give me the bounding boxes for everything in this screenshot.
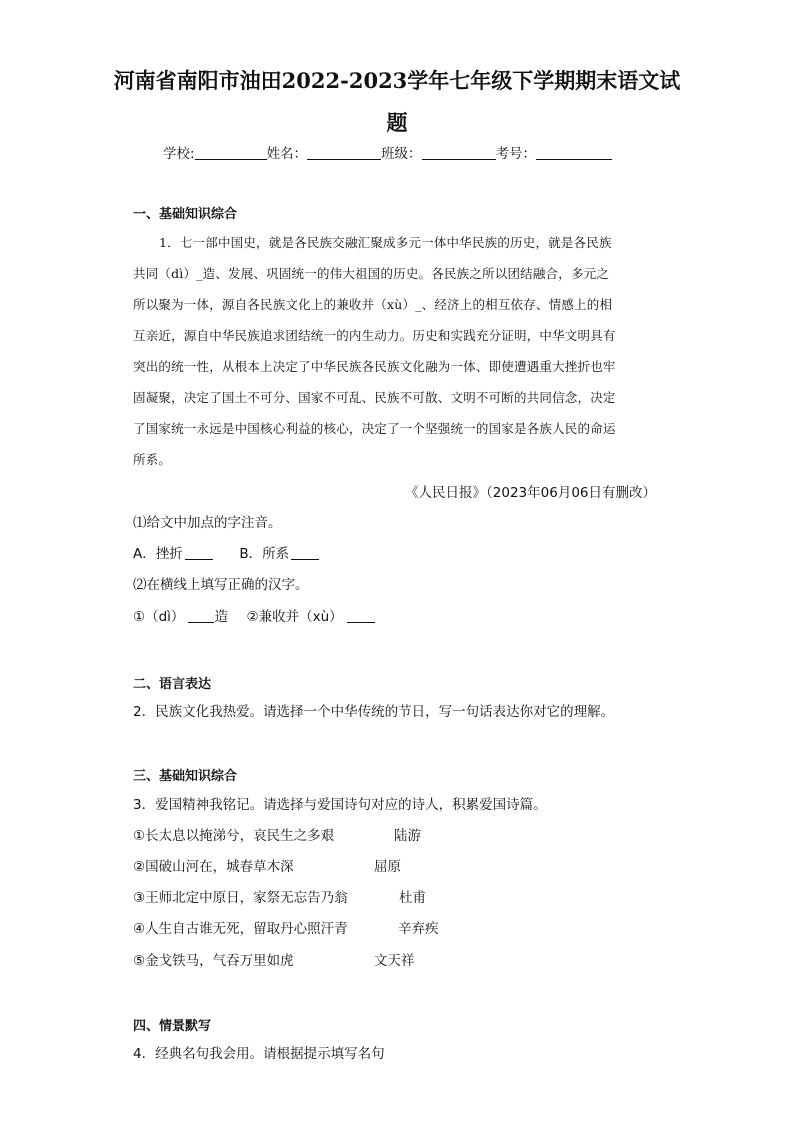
option-b-label: B．所系 [239, 546, 290, 562]
name-label: 姓名： [266, 146, 308, 162]
section1-heading: 一、基础知识综合 [133, 207, 238, 222]
question-4: 4．经典名句我会用。请根据提示填写名句 [133, 1046, 385, 1062]
name-blank[interactable] [307, 145, 381, 160]
passage-line: 了国家统一永远是中国核心利益的核心，决定了一个坚强统一的国家是各族人民的命运 [133, 421, 616, 436]
passage-line: 互亲近，源自中华民族追求团结统一的内生动力。历史和实践充分证明，中华文明具有 [133, 328, 616, 343]
question-1-1-options [133, 545, 319, 563]
number-blank[interactable] [536, 145, 612, 160]
question-1-1: ⑴给文中加点的字注音。 [133, 515, 282, 531]
option-a-label: A．挫折 [133, 546, 183, 562]
question-1-2: ⑵在横线上填写正确的汉字。 [133, 577, 309, 593]
exam-title-line2: 题 [386, 110, 408, 135]
item-1-blank[interactable] [188, 608, 214, 623]
question-3: 3．爱国精神我铭记。请选择与爱国诗句对应的诗人，积累爱国诗篇。 [133, 797, 547, 813]
passage-line: 1．七一部中国史，就是各民族交融汇聚成多元一体中华民族的历史，就是各民族 [159, 235, 612, 250]
option-a-blank[interactable] [185, 545, 213, 560]
class-label: 班级： [381, 146, 422, 162]
poet-name: 辛弃疾 [398, 921, 439, 937]
exam-title-line1: 河南省南阳市油田2022-2023学年七年级下学期期末语文试 [113, 68, 681, 93]
passage-line: 固凝聚，决定了国土不可分、国家不可乱、民族不可散、文明不可断的共同信念，决定 [133, 390, 616, 405]
poem-line: ⑤金戈铁马，气吞万里如虎 [133, 953, 294, 969]
passage-source: 《人民日报》（2023年06月06日有删改） [405, 485, 656, 501]
poet-name: 文天祥 [374, 953, 415, 969]
question-1-2-items [133, 608, 375, 626]
passage-line: 共同（dì）_造、发展、巩固统一的伟大祖国的历史。各民族之所以团结融合，多元之 [133, 266, 610, 281]
passage-line: 所系。 [133, 452, 172, 467]
item-2-prefix: ②兼收并（xù） [246, 609, 343, 625]
poem-line: ④人生自古谁无死，留取丹心照汗青 [133, 921, 348, 937]
poet-name: 杜甫 [399, 890, 426, 906]
student-info-row [163, 145, 612, 163]
passage-line: 突出的统一性，从根本上决定了中华民族各民族文化融为一体、即使遭遇重大挫折也牢 [133, 359, 616, 374]
poem-line: ①长太息以掩涕兮，哀民生之多艰 [133, 828, 335, 844]
item-2-blank[interactable] [347, 608, 375, 623]
passage-line: 所以聚为一体，源自各民族文化上的兼收并（xù）_、经济上的相互依存、情感上的相 [133, 297, 613, 312]
item-1-prefix: ①（dì） [133, 609, 185, 625]
class-blank[interactable] [422, 145, 496, 160]
school-blank[interactable] [195, 145, 267, 160]
section2-heading: 二、语言表达 [133, 677, 212, 692]
poem-line: ②国破山河在，城春草木深 [133, 859, 294, 875]
section3-heading: 三、基础知识综合 [133, 769, 238, 784]
school-label: 学校: [163, 146, 195, 162]
option-b-blank[interactable] [291, 545, 319, 560]
item-1-suffix: 造 [214, 609, 228, 625]
question-2: 2．民族文化我热爱。请选择一个中华传统的节日，写一句话表达你对它的理解。 [133, 704, 615, 720]
poem-line: ③王师北定中原日，家祭无忘告乃翁 [133, 890, 348, 906]
section4-heading: 四、情景默写 [133, 1019, 212, 1034]
number-label: 考号： [495, 146, 537, 162]
poet-name: 屈原 [374, 859, 401, 875]
poet-name: 陆游 [394, 828, 421, 844]
